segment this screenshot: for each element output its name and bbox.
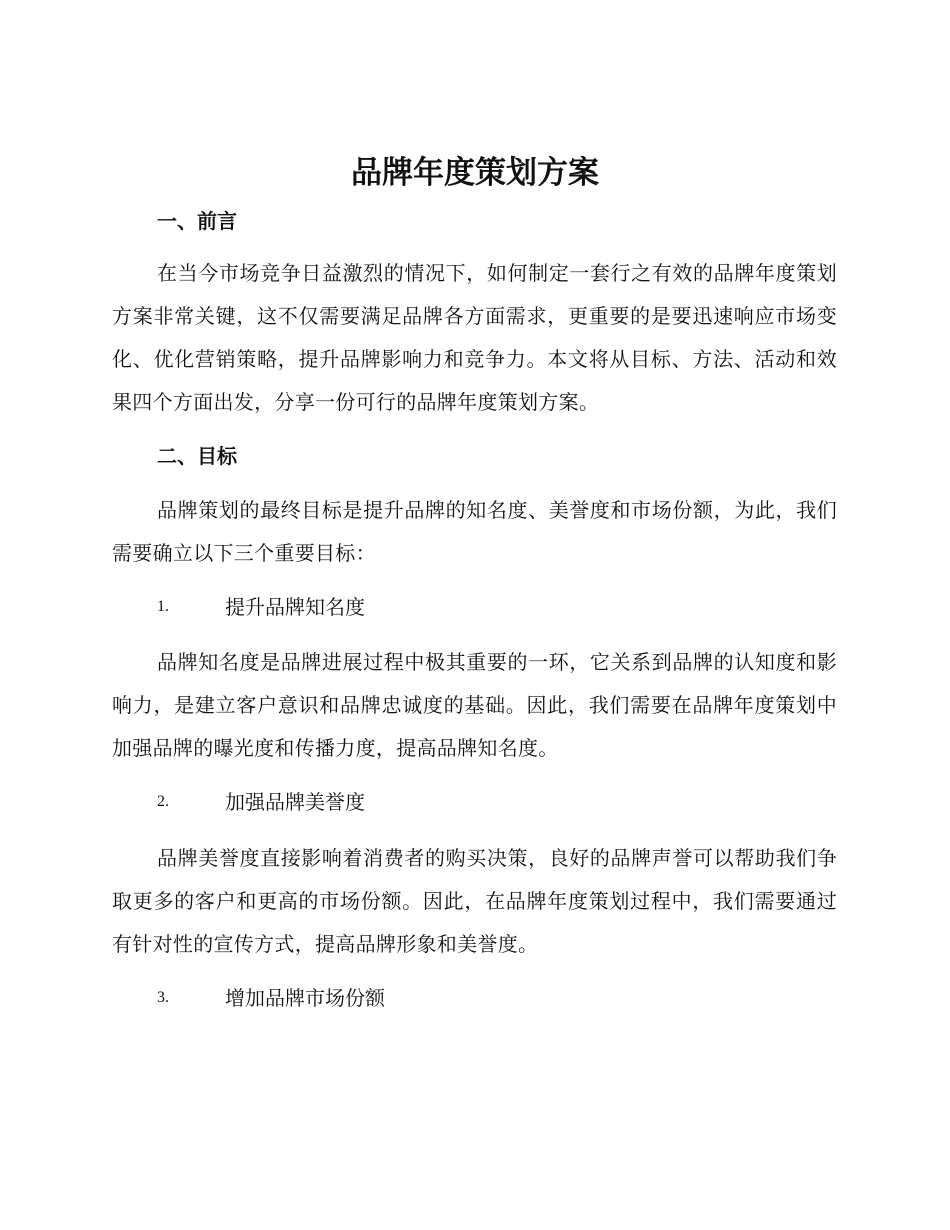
- list-number: 1.: [157, 598, 169, 615]
- document-title: 品牌年度策划方案: [351, 155, 599, 191]
- section-heading-preface: 一、前言: [157, 209, 237, 233]
- list-number: 3.: [157, 989, 169, 1006]
- goals-intro-paragraph: 品牌策划的最终目标是提升品牌的知名度、美誉度和市场份额，为此，我们需要确立以下三个重要目标：: [112, 498, 837, 565]
- list-item-title: 加强品牌美誉度: [225, 790, 365, 814]
- list-item-title: 增加品牌市场份额: [225, 986, 385, 1010]
- list-number: 2.: [157, 793, 169, 810]
- preface-paragraph: 在当今市场竞争日益激烈的情况下，如何制定一套行之有效的品牌年度策划方案非常关键，这不仅需要满足品牌各方面需求，更重要的是要迅速响应市场变化、优化营销策略，提升品牌影响力和竞争力。本文将从目标、方法、活动和效果四个方面出发，分享一份可行的品牌年度策划方案。: [112, 261, 837, 414]
- item-2-paragraph: 品牌美誉度直接影响着消费者的购买决策，良好的品牌声誉可以帮助我们争取更多的客户和更高的市场份额。因此，在品牌年度策划过程中，我们需要通过有针对性的宣传方式，提高品牌形象和美誉度。: [112, 846, 837, 956]
- item-1-paragraph: 品牌知名度是品牌进展过程中极其重要的一环，它关系到品牌的认知度和影响力，是建立客户意识和品牌忠诚度的基础。因此，我们需要在品牌年度策划中加强品牌的曝光度和传播力度，提高品牌知名度。: [112, 650, 837, 760]
- list-item-title: 提升品牌知名度: [225, 595, 365, 619]
- section-heading-goals: 二、目标: [157, 444, 237, 468]
